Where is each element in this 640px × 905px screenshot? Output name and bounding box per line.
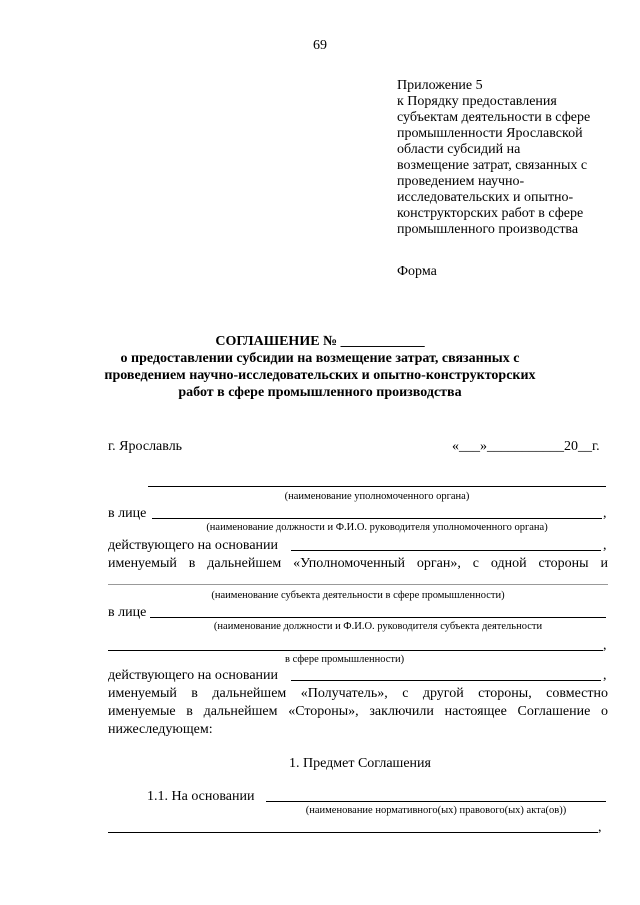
- label-in-person: в лице: [108, 605, 147, 620]
- legal-act-line-2: [108, 832, 598, 833]
- appendix-line: исследовательских и опытно-: [397, 190, 574, 205]
- agreement-subtitle-line: проведением научно-исследовательских и опытно-конструкторских: [104, 368, 536, 383]
- recipient-named-text: нижеследующем:: [108, 722, 213, 737]
- appendix-line: субъектам деятельности в сфере: [397, 110, 591, 125]
- appendix-line: промышленного производства: [397, 222, 579, 237]
- clause-1-1-label: 1.1. На основании: [147, 789, 255, 804]
- entity-head-line-2: [108, 650, 603, 651]
- caption-authority-head: (наименование должности и Ф.И.О. руководителя уполномоченного органа): [206, 522, 548, 533]
- comma: ,: [598, 820, 602, 835]
- caption-entity-head: (наименование должности и Ф.И.О. руководителя субъекта деятельности: [213, 621, 543, 632]
- form-label: Форма: [397, 264, 437, 279]
- agreement-subtitle-line: о предоставлении субсидии на возмещение затрат, связанных с: [120, 351, 520, 366]
- appendix-line: Приложение 5: [397, 78, 483, 93]
- comma: ,: [603, 638, 607, 653]
- appendix-line: возмещение затрат, связанных с: [397, 158, 588, 173]
- caption-legal-act: (наименование нормативного(ых) правового(ых) акта(ов)): [305, 805, 567, 816]
- authority-basis-line: [291, 550, 601, 551]
- legal-act-line: [266, 801, 606, 802]
- comma: ,: [603, 506, 607, 521]
- caption-entity-name: (наименование субъекта деятельности в сфере промышленности): [211, 590, 505, 601]
- appendix-line: конструкторских работ в сфере: [397, 206, 584, 221]
- label-acting-basis: действующего на основании: [108, 668, 279, 683]
- comma: ,: [603, 668, 607, 683]
- page-number: 69: [313, 38, 327, 53]
- agreement-heading: СОГЛАШЕНИЕ № ____________: [215, 334, 425, 349]
- appendix-line: области субсидий на: [397, 142, 521, 157]
- appendix-line: к Порядку предоставления: [397, 94, 557, 109]
- appendix-block: [397, 78, 590, 238]
- caption-entity-head-cont: в сфере промышленности): [285, 654, 405, 665]
- authority-named-text: именуемый в дальнейшем «Уполномоченный орган», с одной стороны и: [108, 556, 608, 571]
- comma: ,: [603, 538, 607, 553]
- place: г. Ярославль: [108, 439, 183, 454]
- recipient-named-text: именуемые в дальнейшем «Стороны», заключили настоящее Соглашение о: [108, 704, 608, 719]
- date-field: «___»___________20__г.: [452, 439, 600, 454]
- authority-head-line: [152, 518, 602, 519]
- appendix-line: промышленности Ярославской: [397, 126, 583, 141]
- agreement-subtitle-line: работ в сфере промышленного производства: [178, 385, 462, 400]
- caption-authority-name: (наименование уполномоченного органа): [284, 491, 470, 502]
- label-in-person: в лице: [108, 506, 147, 521]
- appendix-line: проведением научно-: [397, 174, 525, 189]
- label-acting-basis: действующего на основании: [108, 538, 279, 553]
- entity-head-line: [150, 617, 606, 618]
- recipient-named-text: именуемый в дальнейшем «Получатель», с другой стороны, совместно: [108, 686, 608, 701]
- section-heading: 1. Предмет Соглашения: [289, 756, 431, 771]
- authority-name-line: [148, 486, 606, 487]
- entity-basis-line: [291, 680, 601, 681]
- entity-name-line: [108, 584, 608, 585]
